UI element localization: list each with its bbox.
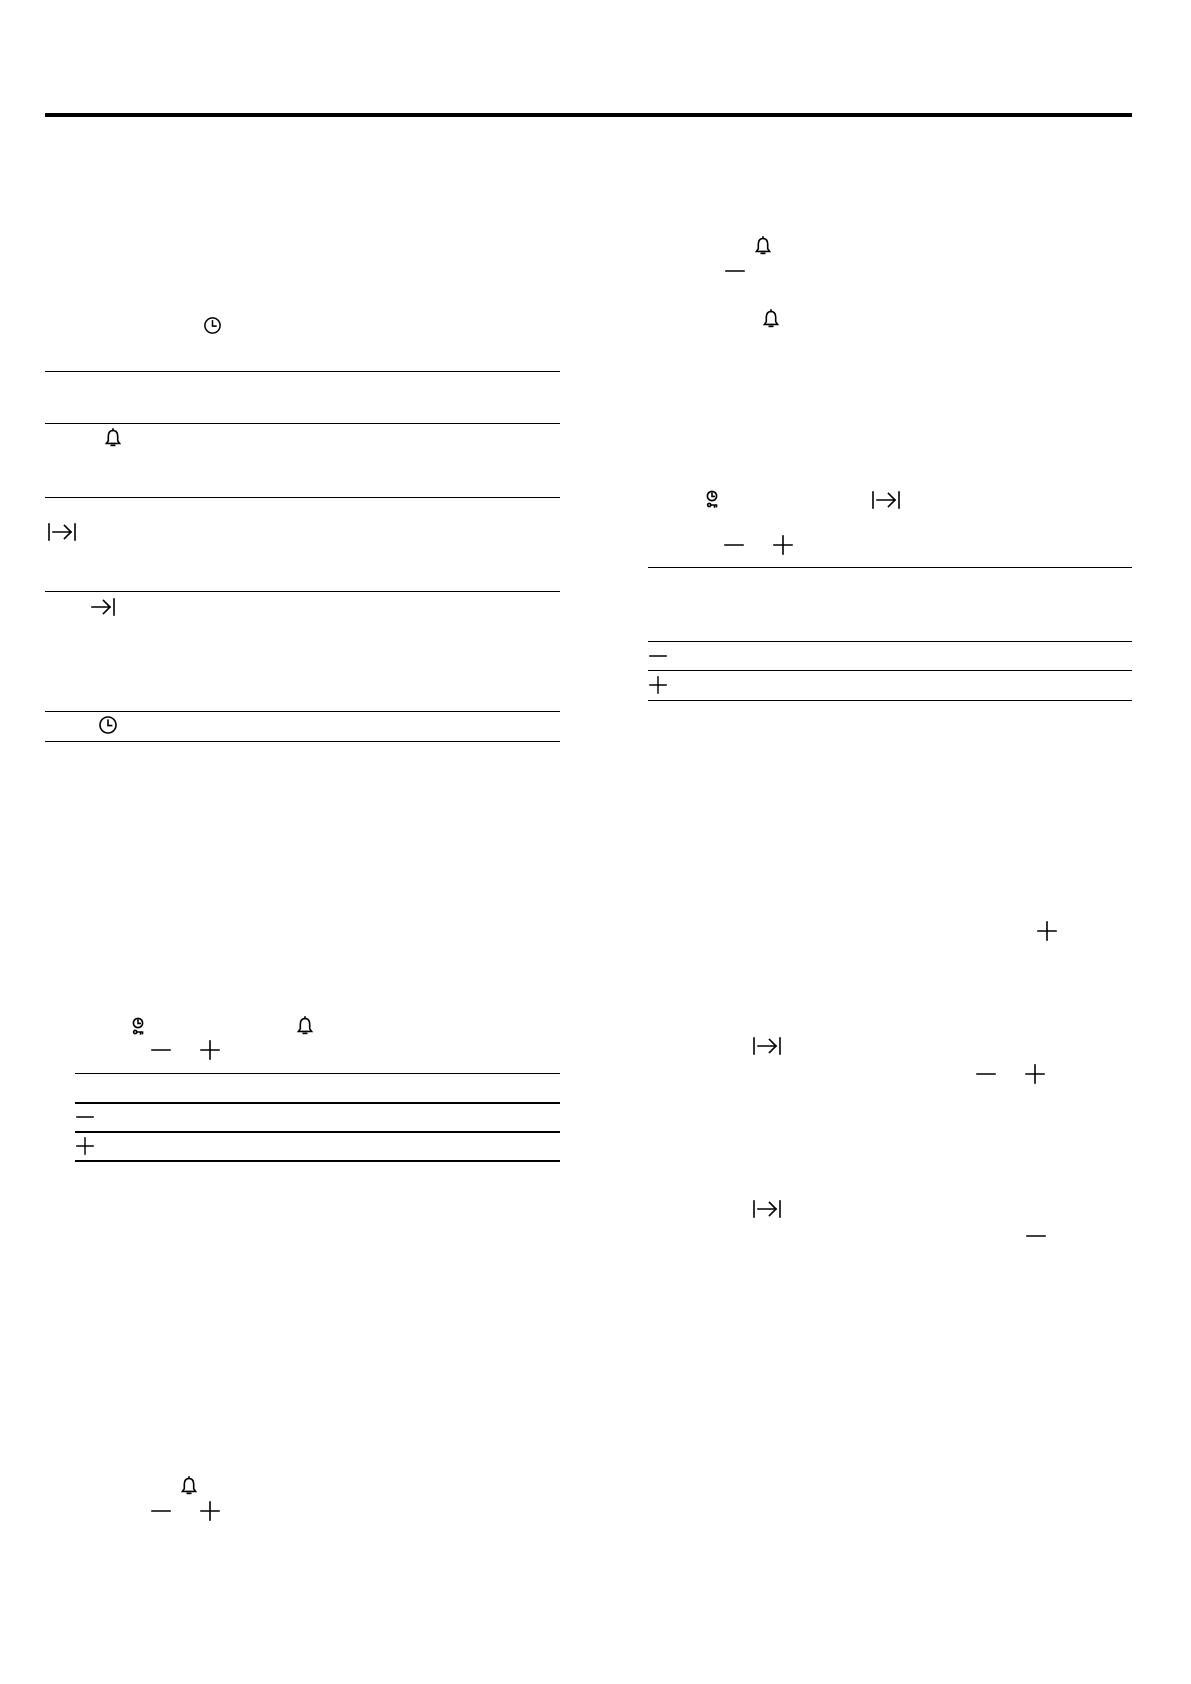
bell-icon xyxy=(296,1016,314,1036)
duration-icon xyxy=(871,490,901,510)
table-rule xyxy=(45,497,560,498)
duration-icon xyxy=(47,522,77,542)
minus-icon xyxy=(649,647,667,665)
minus-icon xyxy=(1026,1226,1046,1246)
end-time-icon xyxy=(90,597,116,617)
table-rule xyxy=(75,1160,560,1162)
plus-icon xyxy=(200,1501,220,1521)
duration-icon xyxy=(752,1199,782,1219)
table-rule xyxy=(648,641,1132,642)
plus-icon xyxy=(1025,1064,1045,1084)
plus-icon xyxy=(1037,921,1057,941)
minus-icon xyxy=(976,1064,996,1084)
minus-icon xyxy=(725,261,745,281)
table-rule xyxy=(75,1131,560,1133)
table-rule xyxy=(648,567,1132,568)
plus-icon xyxy=(773,535,793,555)
bell-icon xyxy=(104,428,122,448)
duration-icon xyxy=(752,1036,782,1056)
table-rule xyxy=(45,711,560,712)
bell-icon xyxy=(762,309,780,329)
table-rule xyxy=(45,371,560,372)
clock-icon xyxy=(98,715,118,735)
clock-key-icon xyxy=(705,490,719,510)
table-rule xyxy=(45,591,560,592)
bell-icon xyxy=(180,1476,198,1496)
table-rule xyxy=(648,670,1132,671)
table-rule xyxy=(75,1102,560,1104)
table-rule xyxy=(75,1073,560,1074)
header-rule xyxy=(45,113,1132,117)
plus-icon xyxy=(76,1137,94,1155)
minus-icon xyxy=(151,1501,171,1521)
plus-icon xyxy=(649,676,667,694)
minus-icon xyxy=(76,1108,94,1126)
plus-icon xyxy=(200,1040,220,1060)
clock-icon xyxy=(203,316,222,335)
table-rule xyxy=(45,741,560,742)
table-rule xyxy=(45,423,560,424)
clock-key-icon xyxy=(131,1017,145,1037)
minus-icon xyxy=(151,1040,171,1060)
minus-icon xyxy=(724,535,744,555)
bell-icon xyxy=(754,236,772,256)
table-rule xyxy=(648,700,1132,701)
